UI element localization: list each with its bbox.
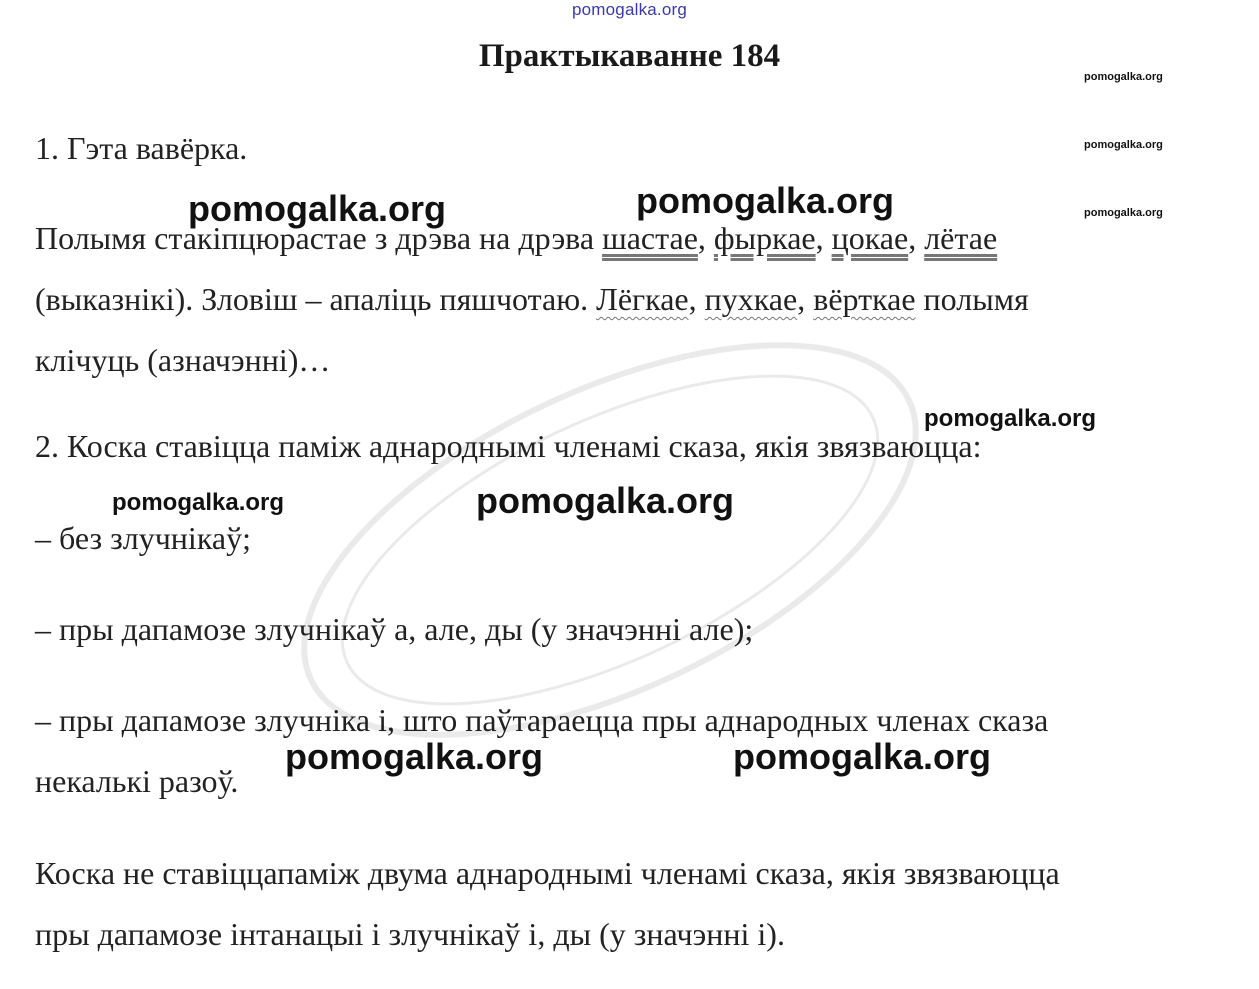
predicate-word: цокае <box>831 220 909 256</box>
comma: , <box>797 281 814 317</box>
watermark-small: pomogalka.org <box>1084 139 1163 151</box>
predicate-word: лётае <box>924 220 998 256</box>
watermark-large: pomogalka.org <box>188 188 447 229</box>
predicate-word: фыркае <box>713 220 816 256</box>
rule-item-1: – без злучнікаў; <box>35 520 251 556</box>
watermark-small: pomogalka.org <box>1084 207 1163 219</box>
watermark-small: pomogalka.org <box>1084 71 1163 83</box>
comma: , <box>908 220 925 256</box>
attribute-word: пухкае <box>704 281 798 317</box>
line1-start: Полымя стакіпцюрастае з дрэва на дрэва <box>35 220 603 256</box>
section1-line2 <box>35 281 1029 318</box>
section2-heading: 2. Коска ставіцца паміж аднароднымі членамі сказа, якія звязваюцца: <box>35 428 982 464</box>
watermark-large: pomogalka.org <box>733 736 992 777</box>
line2-end: полымя <box>915 281 1029 317</box>
top-watermark: pomogalka.org <box>571 0 688 19</box>
watermark-medium: pomogalka.org <box>112 489 285 516</box>
predicate-word: шастае <box>602 220 698 256</box>
comma: , <box>688 281 705 317</box>
watermark-large: pomogalka.org <box>285 736 544 777</box>
attribute-word: Лёгкае <box>596 281 689 317</box>
section1-heading: 1. Гэта вавёрка. <box>35 130 248 166</box>
faint-stamp-graphic <box>250 330 970 750</box>
rule-item-2: – пры дапамозе злучнікаў а, але, ды (у значэнні але); <box>35 611 754 647</box>
rule-item-3-line2: некалькі разоў. <box>35 763 239 799</box>
section1-line3: клічуць (азначэнні)… <box>35 342 331 378</box>
final-rule-line2: пры дапамозе інтанацыі і злучнікаў і, ды (у значэнні і). <box>35 916 785 952</box>
page-title: Практыкаванне 184 <box>478 38 781 74</box>
final-rule-line1: Коска не ставіццапаміж двума аднароднымі членамі сказа, якія звязваюцца <box>35 855 1060 891</box>
line2-start: (выказнікі). Зловіш – апаліць пяшчотаю. <box>35 281 597 317</box>
rule-item-3-line1: – пры дапамозе злучніка і, што паўтараецца пры аднародных членах сказа <box>35 702 1049 738</box>
watermark-large: pomogalka.org <box>476 480 735 521</box>
watermark-medium: pomogalka.org <box>924 405 1097 432</box>
comma: , <box>697 220 714 256</box>
attribute-word: вёрткае <box>813 281 916 317</box>
comma: , <box>815 220 832 256</box>
watermark-large: pomogalka.org <box>636 180 895 221</box>
section1-line1 <box>35 220 997 257</box>
